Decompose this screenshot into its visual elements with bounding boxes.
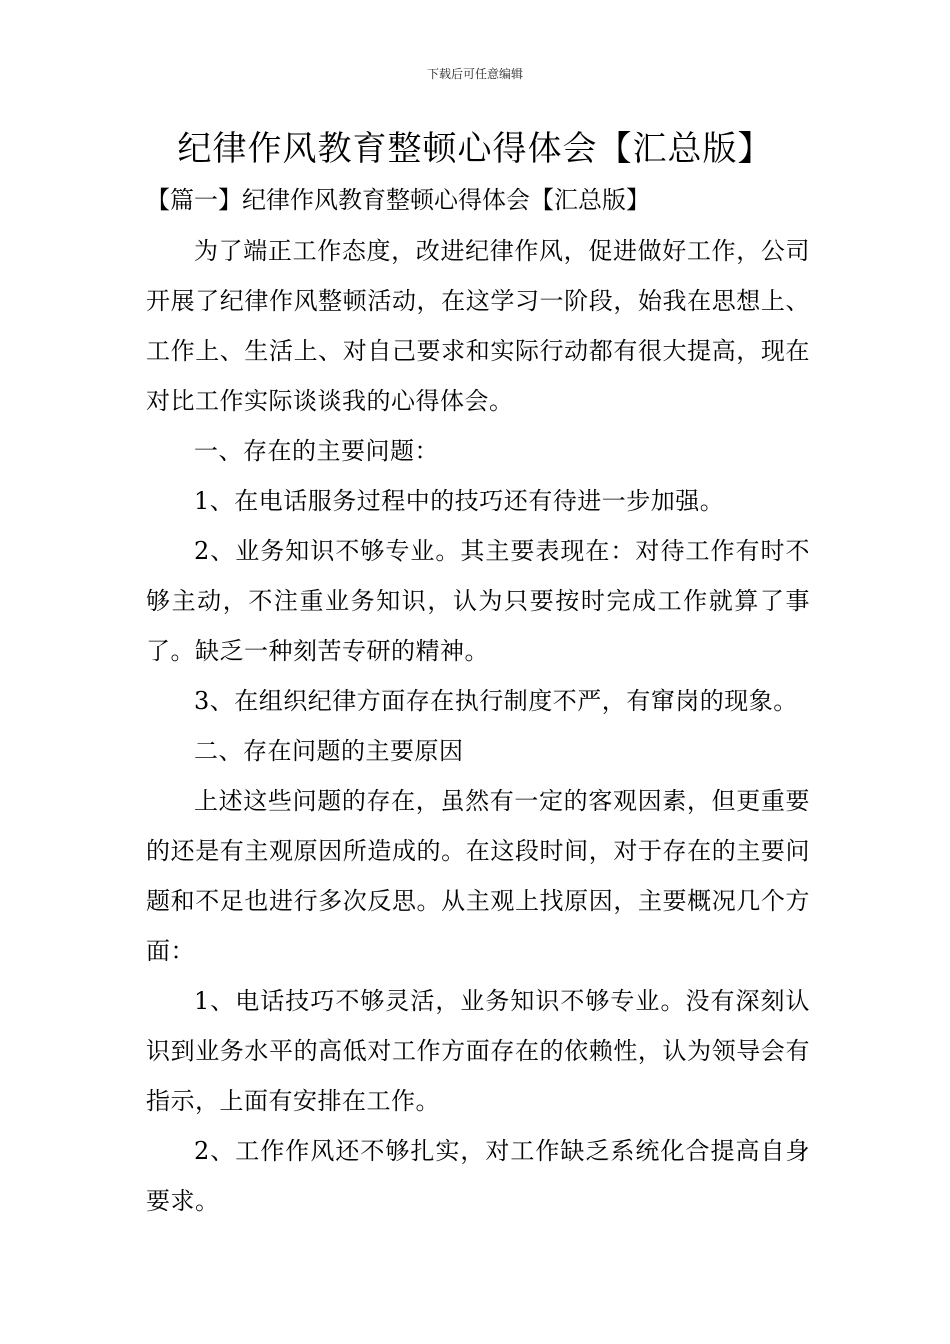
paragraph-causes-intro: 上述这些问题的存在，虽然有一定的客观因素，但更重要的还是有主观原因所造成的。在这段时间，对于存在的主要问题和不足也进行多次反思。从主观上找原因，主要概况几个方面： [146,787,810,965]
heading-main-problems: 一、存在的主要问题： [194,437,439,465]
heading-main-causes: 二、存在问题的主要原因 [194,737,464,765]
paragraph-intro: 为了端正工作态度，改进纪律作风，促进做好工作，公司开展了纪律作风整顿活动，在这学习一阶段，始我在思想上、工作上、生活上、对自己要求和实际行动都有很大提高，现在对比工作实际谈谈我的心得体会。 [146,237,810,415]
document-title: 纪律作风教育整顿心得体会【汇总版】 [177,129,773,169]
paragraph-cause-2: 2、工作作风还不够扎实，对工作缺乏系统化合提高自身要求。 [146,1137,810,1215]
document-body [146,226,810,1226]
paragraph-problem-2: 2、业务知识不够专业。其主要表现在：对待工作有时不够主动，不注重业务知识，认为只要按时完成工作就算了事了。缺乏一种刻苦专研的精神。 [146,537,810,665]
paragraph-cause-1: 1、电话技巧不够灵活，业务知识不够专业。没有深刻认识到业务水平的高低对工作方面存在的依赖性，认为领导会有指示，上面有安排在工作。 [146,987,810,1115]
paragraph-problem-1: 1、在电话服务过程中的技巧还有待进一步加强。 [194,487,725,515]
section-subtitle: 【篇一】纪律作风教育整顿心得体会【汇总版】 [146,186,650,214]
header-note: 下载后可任意编辑 [426,67,523,81]
paragraph-problem-3: 3、在组织纪律方面存在执行制度不严，有窜岗的现象。 [194,687,798,715]
